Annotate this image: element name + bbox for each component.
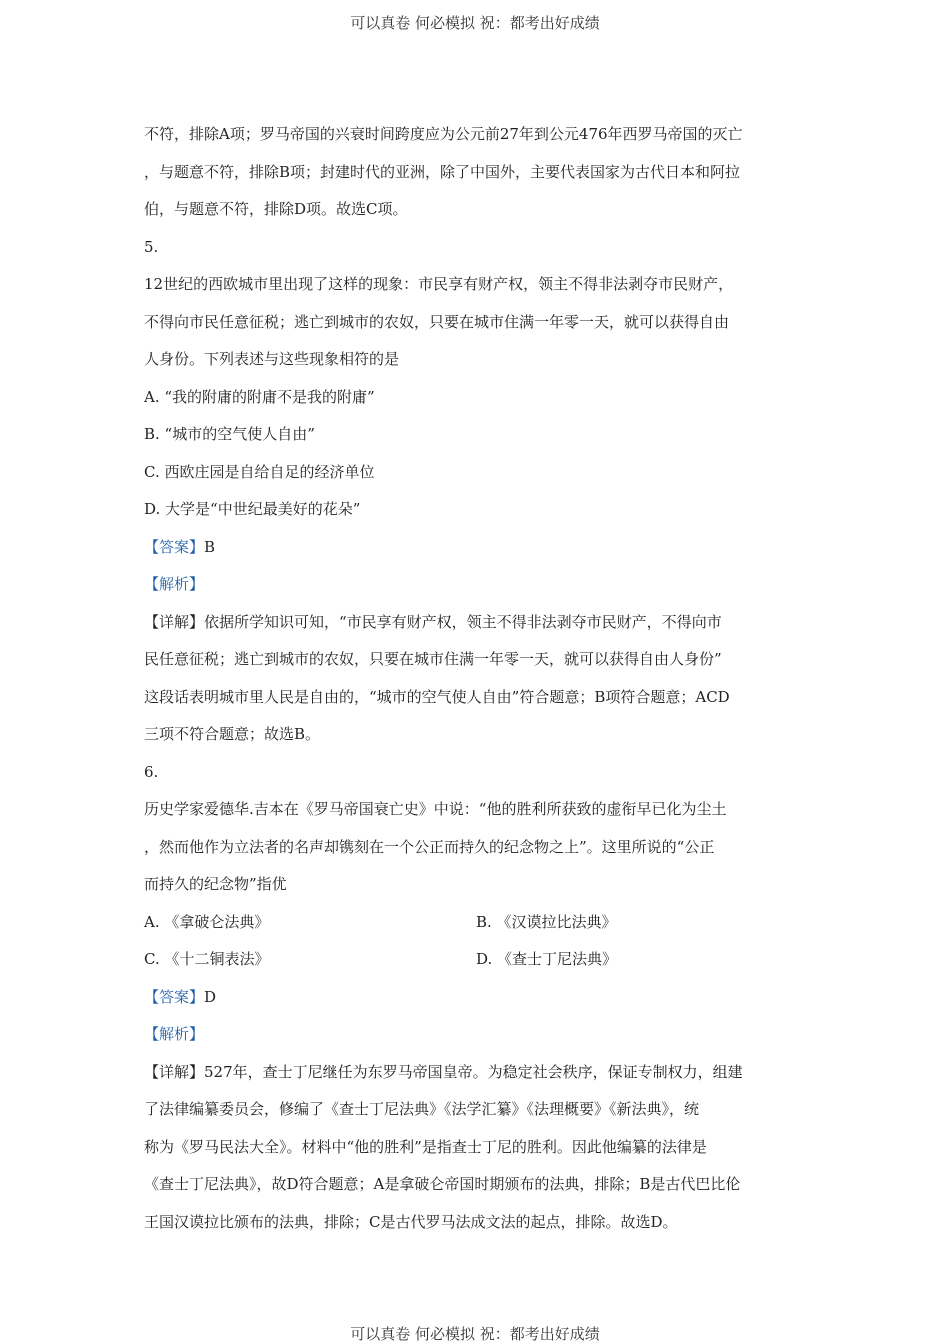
analysis-line [144, 571, 808, 609]
detail-line: 称为《罗马民法大全》。材料中“他的胜利”是指查士丁尼的胜利。因此他编纂的法律是 [144, 1137, 707, 1156]
option-c: C. 西欧庄园是自给自足的经济单位 [144, 462, 375, 481]
detail-line [144, 609, 808, 647]
option-b: B. 《汉谟拉比法典》 [476, 912, 617, 931]
page-header: 可以真卷 何必模拟 祝：都考出好成绩 [350, 14, 600, 32]
text-line: 伯，与题意不符，排除D项。故选C项。 [144, 200, 408, 218]
detail-line: 三项不符合题意；故选B。 [144, 725, 321, 743]
options-row [144, 909, 808, 947]
answer-line [144, 534, 808, 572]
answer-line [144, 984, 808, 1022]
question-number: 5. [144, 237, 159, 256]
question-stem-line: 历史学家爱德华.吉本在《罗马帝国衰亡史》中说：“他的胜利所获致的虚衔早已化为尘土 [144, 800, 727, 818]
question-stem-line: 而持久的纪念物”指优 [144, 875, 287, 893]
question-stem-line: 12世纪的西欧城市里出现了这样的现象：市民享有财产权，领主不得非法剥夺市民财产， [144, 275, 734, 293]
analysis-tag: 【解析】 [144, 1025, 205, 1043]
option-d: D. 大学是“中世纪最美好的花朵” [144, 500, 361, 518]
detail-tag: 【详解】 [144, 612, 205, 631]
text-line: 不符，排除A项；罗马帝国的兴衰时间跨度应为公元前27年到公元476年西罗马帝国的灭亡 [144, 125, 743, 143]
options-row [144, 946, 808, 984]
document-body [144, 121, 808, 1246]
detail-line [144, 1059, 808, 1097]
detail-text: 527年，查士丁尼继任为东罗马帝国皇帝。为稳定社会秩序，保证专制权力，组建 [204, 1062, 743, 1081]
text-line: ，与题意不符，排除B项；封建时代的亚洲，除了中国外，主要代表国家为古代日本和阿拉 [144, 162, 741, 181]
question-stem-line: ，然而他作为立法者的名声却镌刻在一个公正而持久的纪念物之上”。这里所说的“公正 [144, 837, 715, 856]
detail-line: 《查士丁尼法典》，故D符合题意；A是拿破仑帝国时期颁布的法典，排除；B是古代巴比伦 [144, 1175, 741, 1193]
question-stem-line: 人身份。下列表述与这些现象相符的是 [144, 350, 400, 368]
question-stem-line: 不得向市民任意征税；逃亡到城市的农奴，只要在城市住满一年零一天，就可以获得自由 [144, 312, 730, 331]
page-footer: 可以真卷 何必模拟 祝：都考出好成绩 [350, 1325, 600, 1343]
answer-value: B [204, 537, 216, 556]
option-a: A. 《拿破仑法典》 [144, 912, 270, 931]
option-a: A. “我的附庸的附庸不是我的附庸” [144, 387, 375, 406]
detail-tag: 【详解】 [144, 1062, 205, 1081]
detail-line: 民任意征税；逃亡到城市的农奴，只要在城市住满一年零一天，就可以获得自由人身份” [144, 650, 722, 668]
analysis-tag: 【解析】 [144, 575, 205, 593]
detail-text: 依据所学知识可知，“市民享有财产权，领主不得非法剥夺市民财产，不得向市 [204, 612, 722, 631]
answer-value: D [204, 987, 217, 1006]
option-c: C. 《十二铜表法》 [144, 950, 270, 968]
answer-tag: 【答案】 [144, 537, 205, 556]
answer-tag: 【答案】 [144, 987, 205, 1006]
question-number: 6. [144, 762, 159, 781]
option-b: B. “城市的空气使人自由” [144, 425, 315, 443]
detail-line: 了法律编纂委员会，修编了《查士丁尼法典》《法学汇纂》《法理概要》《新法典》，统 [144, 1100, 700, 1118]
detail-line: 这段话表明城市里人民是自由的，“城市的空气使人自由”符合题意；B项符合题意；ACD [144, 687, 730, 706]
option-d: D. 《查士丁尼法典》 [476, 950, 618, 968]
detail-line: 王国汉谟拉比颁布的法典，排除；C是古代罗马法成文法的起点，排除。故选D。 [144, 1212, 678, 1231]
analysis-line [144, 1021, 808, 1059]
